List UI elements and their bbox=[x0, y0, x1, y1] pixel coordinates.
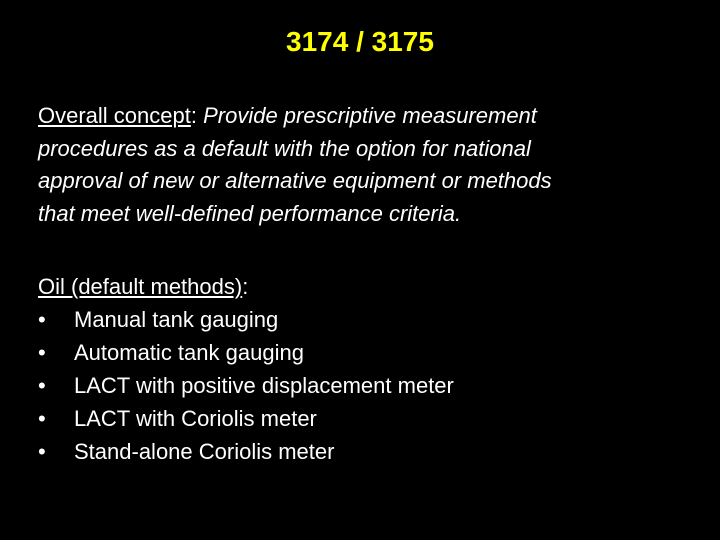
bullet-icon: • bbox=[38, 373, 46, 398]
concept-line-1 bbox=[38, 100, 698, 133]
slide-title: 3174 / 3175 bbox=[286, 26, 434, 57]
oil-heading: Oil (default methods) bbox=[38, 274, 243, 299]
concept-label: Overall concept bbox=[38, 103, 191, 128]
concept-paragraph bbox=[38, 100, 698, 230]
list-item-text: LACT with positive displacement meter bbox=[74, 373, 454, 398]
list-item-text: Stand-alone Coriolis meter bbox=[74, 439, 335, 464]
oil-heading-suffix: : bbox=[242, 274, 249, 299]
concept-separator: : bbox=[190, 103, 204, 128]
bullet-icon: • bbox=[38, 307, 46, 332]
oil-heading-line bbox=[38, 270, 698, 303]
list-item bbox=[38, 336, 698, 369]
concept-text-line: that meet well-defined performance criteria. bbox=[38, 200, 462, 226]
oil-methods-list bbox=[38, 303, 698, 468]
list-item bbox=[38, 435, 698, 468]
bullet-icon: • bbox=[38, 340, 46, 365]
list-item bbox=[38, 369, 698, 402]
list-item-text: LACT with Coriolis meter bbox=[74, 406, 317, 431]
list-item bbox=[38, 303, 698, 336]
oil-section bbox=[38, 270, 698, 468]
list-item-text: Automatic tank gauging bbox=[74, 340, 304, 365]
concept-text-line: approval of new or alternative equipment or methods bbox=[38, 168, 552, 193]
list-item bbox=[38, 402, 698, 435]
bullet-icon: • bbox=[38, 439, 46, 464]
list-item-text: Manual tank gauging bbox=[74, 307, 279, 332]
bullet-icon: • bbox=[38, 406, 46, 431]
concept-text-line: procedures as a default with the option for national bbox=[38, 135, 531, 161]
concept-text-line: Provide prescriptive measurement bbox=[203, 103, 537, 128]
